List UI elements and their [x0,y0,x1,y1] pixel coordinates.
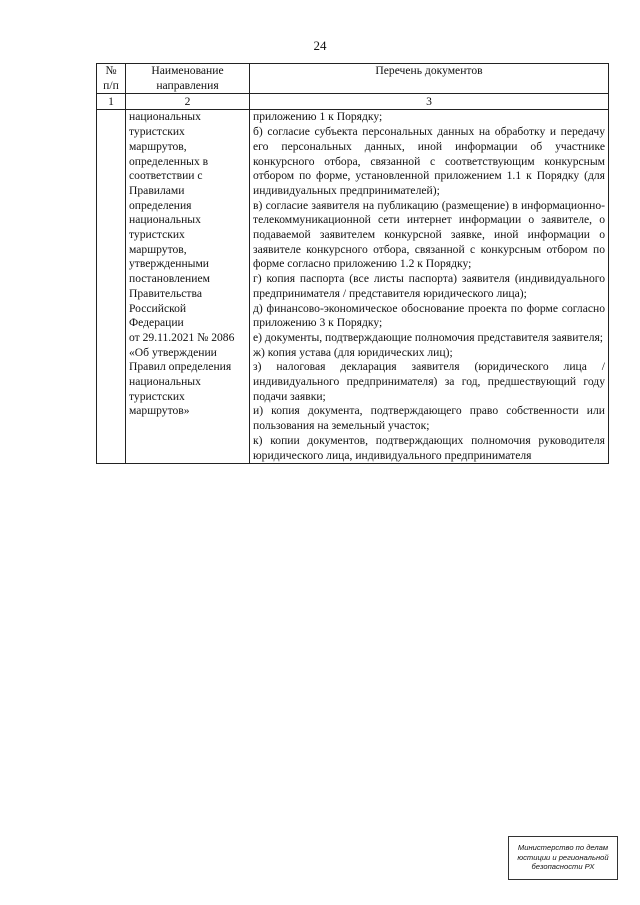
column-numbers-row [97,94,609,110]
page-number: 24 [313,38,327,53]
direction-name-line: национальных [129,213,201,227]
document-item: г) копия паспорта (все листы паспорта) заявителя (индивидуального предпринимателя / представителя юридического лица); [253,272,605,300]
row-index-cell [97,110,126,464]
document-item: д) финансово-экономическое обоснование проекта по форме согласно приложению 3 к Порядку; [253,301,605,330]
direction-name-line: от 29.11.2021 № 2086 [129,330,235,344]
direction-name-line: Российской [129,301,187,315]
direction-name-line: национальных [129,110,201,124]
document-item: к) копии документов, подтверждающих полномочия руководителя юридического лица, индивидуального предпринимателя [253,433,605,462]
table-row [97,110,609,464]
header-documents-list: Перечень документов [250,64,609,94]
direction-name-line: утвержденными [129,257,210,271]
direction-name-line: туристских [129,125,185,139]
direction-name-line: Правил определения [129,360,232,374]
header-index-line: № [105,64,117,77]
direction-name-line: маршрутов» [129,404,190,418]
documents-list-cell [250,110,609,464]
document-item: ж) копия устава (для юридических лиц); [253,345,453,359]
document-item: в) согласие заявителя на публикацию (размещение) в информационно-телекоммуникационной сети интернет информации о заявителе, о подаваемой заявителем конкурсной заявке, иной информации о заявителе конкурсного отбора, связанной с конкурсным отбором по форме согласно приложению 1.2 к Порядку; [253,198,605,271]
document-item: е) документы, подтверждающие полномочия представителя заявителя; [253,330,604,344]
direction-name-line: определенных в [129,154,209,168]
stamp-line: юстиции и региональной [517,852,609,862]
column-number: 3 [250,94,609,110]
header-direction-line: Наименование [151,64,224,77]
direction-name-line: маршрутов, [129,242,187,256]
document-item: з) налоговая декларация заявителя (юридического лица / индивидуального предпринимателя) за год, предшествующий году подачи заявки; [253,360,605,403]
table-header-row [97,64,609,94]
header-index-line: п/п [103,78,119,92]
column-number: 1 [97,94,126,110]
direction-name-line: Правилами [129,183,185,197]
header-index [97,64,126,94]
direction-name-line: соответствии с [129,169,203,183]
direction-name-line: Федерации [129,316,184,330]
direction-name-line: туристских [129,228,185,242]
direction-name-line: туристских [129,389,185,403]
stamp-line: Министерство по делам [517,843,609,852]
document-item: б) согласие субъекта персональных данных на обработку и передачу его персональных данных, иной информации об участнике конкурсного отбора, связанной с соответствующим конкурсным отбором по форме, установленной приложением 1.1 к Порядку (для индивидуальных предпринимателей); [253,125,605,197]
column-number: 2 [126,94,250,110]
direction-name-line: национальных [129,375,201,389]
document-item: и) копия документа, подтверждающего право собственности или пользования на земельный участок; [253,404,605,433]
direction-name-cell [126,110,250,464]
direction-name-line: постановлением [129,272,210,286]
header-direction-name [126,64,250,94]
direction-name-line: Правительства [129,286,202,300]
stamp-line: безопасности РХ [531,862,595,872]
direction-name-line: «Об утверждении [129,345,217,359]
document-item: приложению 1 к Порядку; [253,110,383,124]
direction-name-line: маршрутов, [129,139,187,153]
header-direction-line: направления [156,78,219,92]
direction-name-line: определения [129,198,192,212]
documents-table [96,63,609,464]
ministry-stamp [508,836,618,880]
